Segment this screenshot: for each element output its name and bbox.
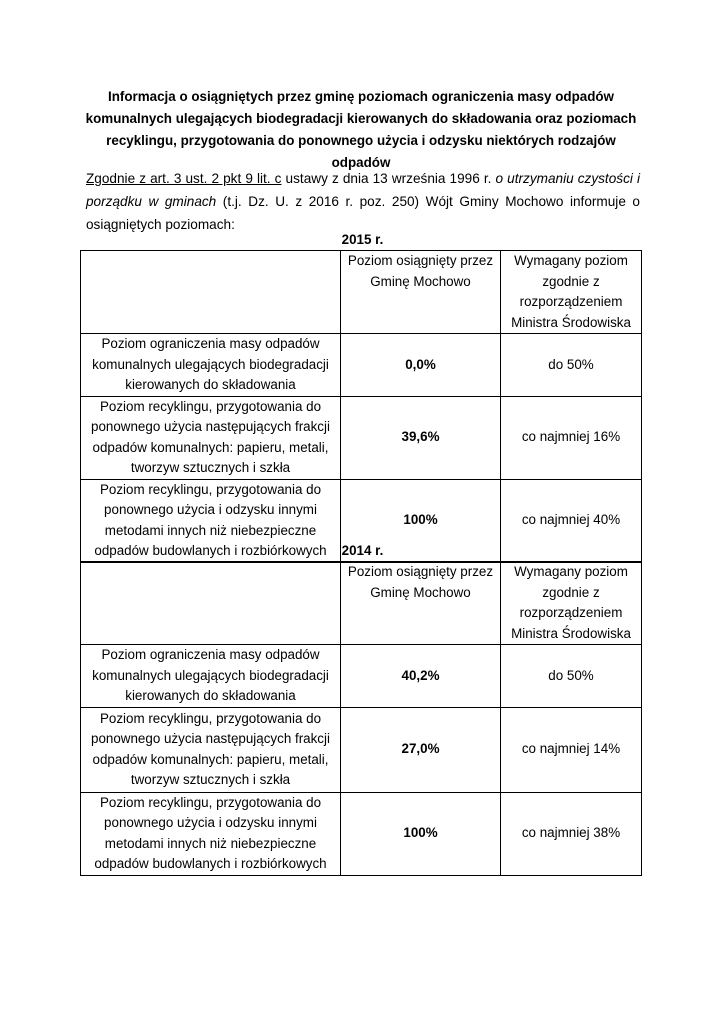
intro-text-1: ustawy z dnia 13 września 1996 r. <box>281 171 496 186</box>
row-required-value: co najmniej 16% <box>501 396 642 479</box>
row-label: Poziom recyklingu, przygotowania do ponownego użycia i odzysku innymi metodami innych niż niebezpieczne odpadów budowlanych i rozbiórkowych <box>81 479 341 562</box>
row-achieved-value: 100% <box>341 792 501 875</box>
table-row <box>81 645 642 708</box>
row-achieved-value: 27,0% <box>341 707 501 792</box>
row-label: Poziom recyklingu, przygotowania do ponownego użycia następujących frakcji odpadów komunalnych: papieru, metali, tworzyw sztucznych i szkła <box>81 707 341 792</box>
header-required-level: Wymagany poziom zgodnie z rozporządzeniem Ministra Środowiska <box>501 562 642 645</box>
document-title: Informacja o osiągniętych przez gminę poziomach ograniczenia masy odpadów komunalnych ulegających biodegradacji kierowanych do składowania oraz poziomach recyklingu, przygotowania do ponownego użycia i odzysku niektórych rodzajów odpadów <box>85 89 637 170</box>
row-label: Poziom ograniczenia masy odpadów komunalnych ulegających biodegradacji kierowanych do składowania <box>81 334 341 397</box>
table-row <box>81 334 642 397</box>
table-header-row <box>81 562 642 645</box>
header-achieved-level: Poziom osiągnięty przez Gminę Mochowo <box>341 562 501 645</box>
levels-table-2015 <box>80 250 642 563</box>
year-heading-2014: 2014 r. <box>341 543 384 558</box>
row-achieved-value: 40,2% <box>341 645 501 708</box>
table-row <box>81 792 642 875</box>
intro-text-2: (t.j. Dz. U. z 2016 r. poz. 250) Wójt Gminy Mochowo informuje o osiągniętych poziomach: <box>86 194 640 232</box>
legal-reference: Zgodnie z art. 3 ust. 2 pkt 9 lit. c <box>86 171 282 186</box>
row-label: Poziom recyklingu, przygotowania do ponownego użycia i odzysku innymi metodami innych niż niebezpieczne odpadów budowlanych i rozbiórkowych <box>81 792 341 875</box>
row-required-value: co najmniej 14% <box>501 707 642 792</box>
row-label: Poziom ograniczenia masy odpadów komunalnych ulegających biodegradacji kierowanych do składowania <box>81 645 341 708</box>
table-row <box>81 396 642 479</box>
intro-paragraph <box>86 167 640 236</box>
row-achieved-value: 100% <box>341 479 501 562</box>
row-achieved-value: 0,0% <box>341 334 501 397</box>
header-empty-cell <box>81 251 341 334</box>
table-header-row <box>81 251 642 334</box>
table-row <box>81 707 642 792</box>
year-heading-2015: 2015 r. <box>341 232 384 247</box>
row-achieved-value: 39,6% <box>341 396 501 479</box>
levels-table-2014 <box>80 561 642 876</box>
header-required-level: Wymagany poziom zgodnie z rozporządzeniem Ministra Środowiska <box>501 251 642 334</box>
row-required-value: do 50% <box>501 645 642 708</box>
row-required-value: do 50% <box>501 334 642 397</box>
header-empty-cell <box>81 562 341 645</box>
row-required-value: co najmniej 40% <box>501 479 642 562</box>
act-name: o utrzymaniu czystości i porządku w gminach <box>86 171 640 209</box>
row-label: Poziom recyklingu, przygotowania do ponownego użycia następujących frakcji odpadów komunalnych: papieru, metali, tworzyw sztucznych i szkła <box>81 396 341 479</box>
header-achieved-level: Poziom osiągnięty przez Gminę Mochowo <box>341 251 501 334</box>
row-required-value: co najmniej 38% <box>501 792 642 875</box>
